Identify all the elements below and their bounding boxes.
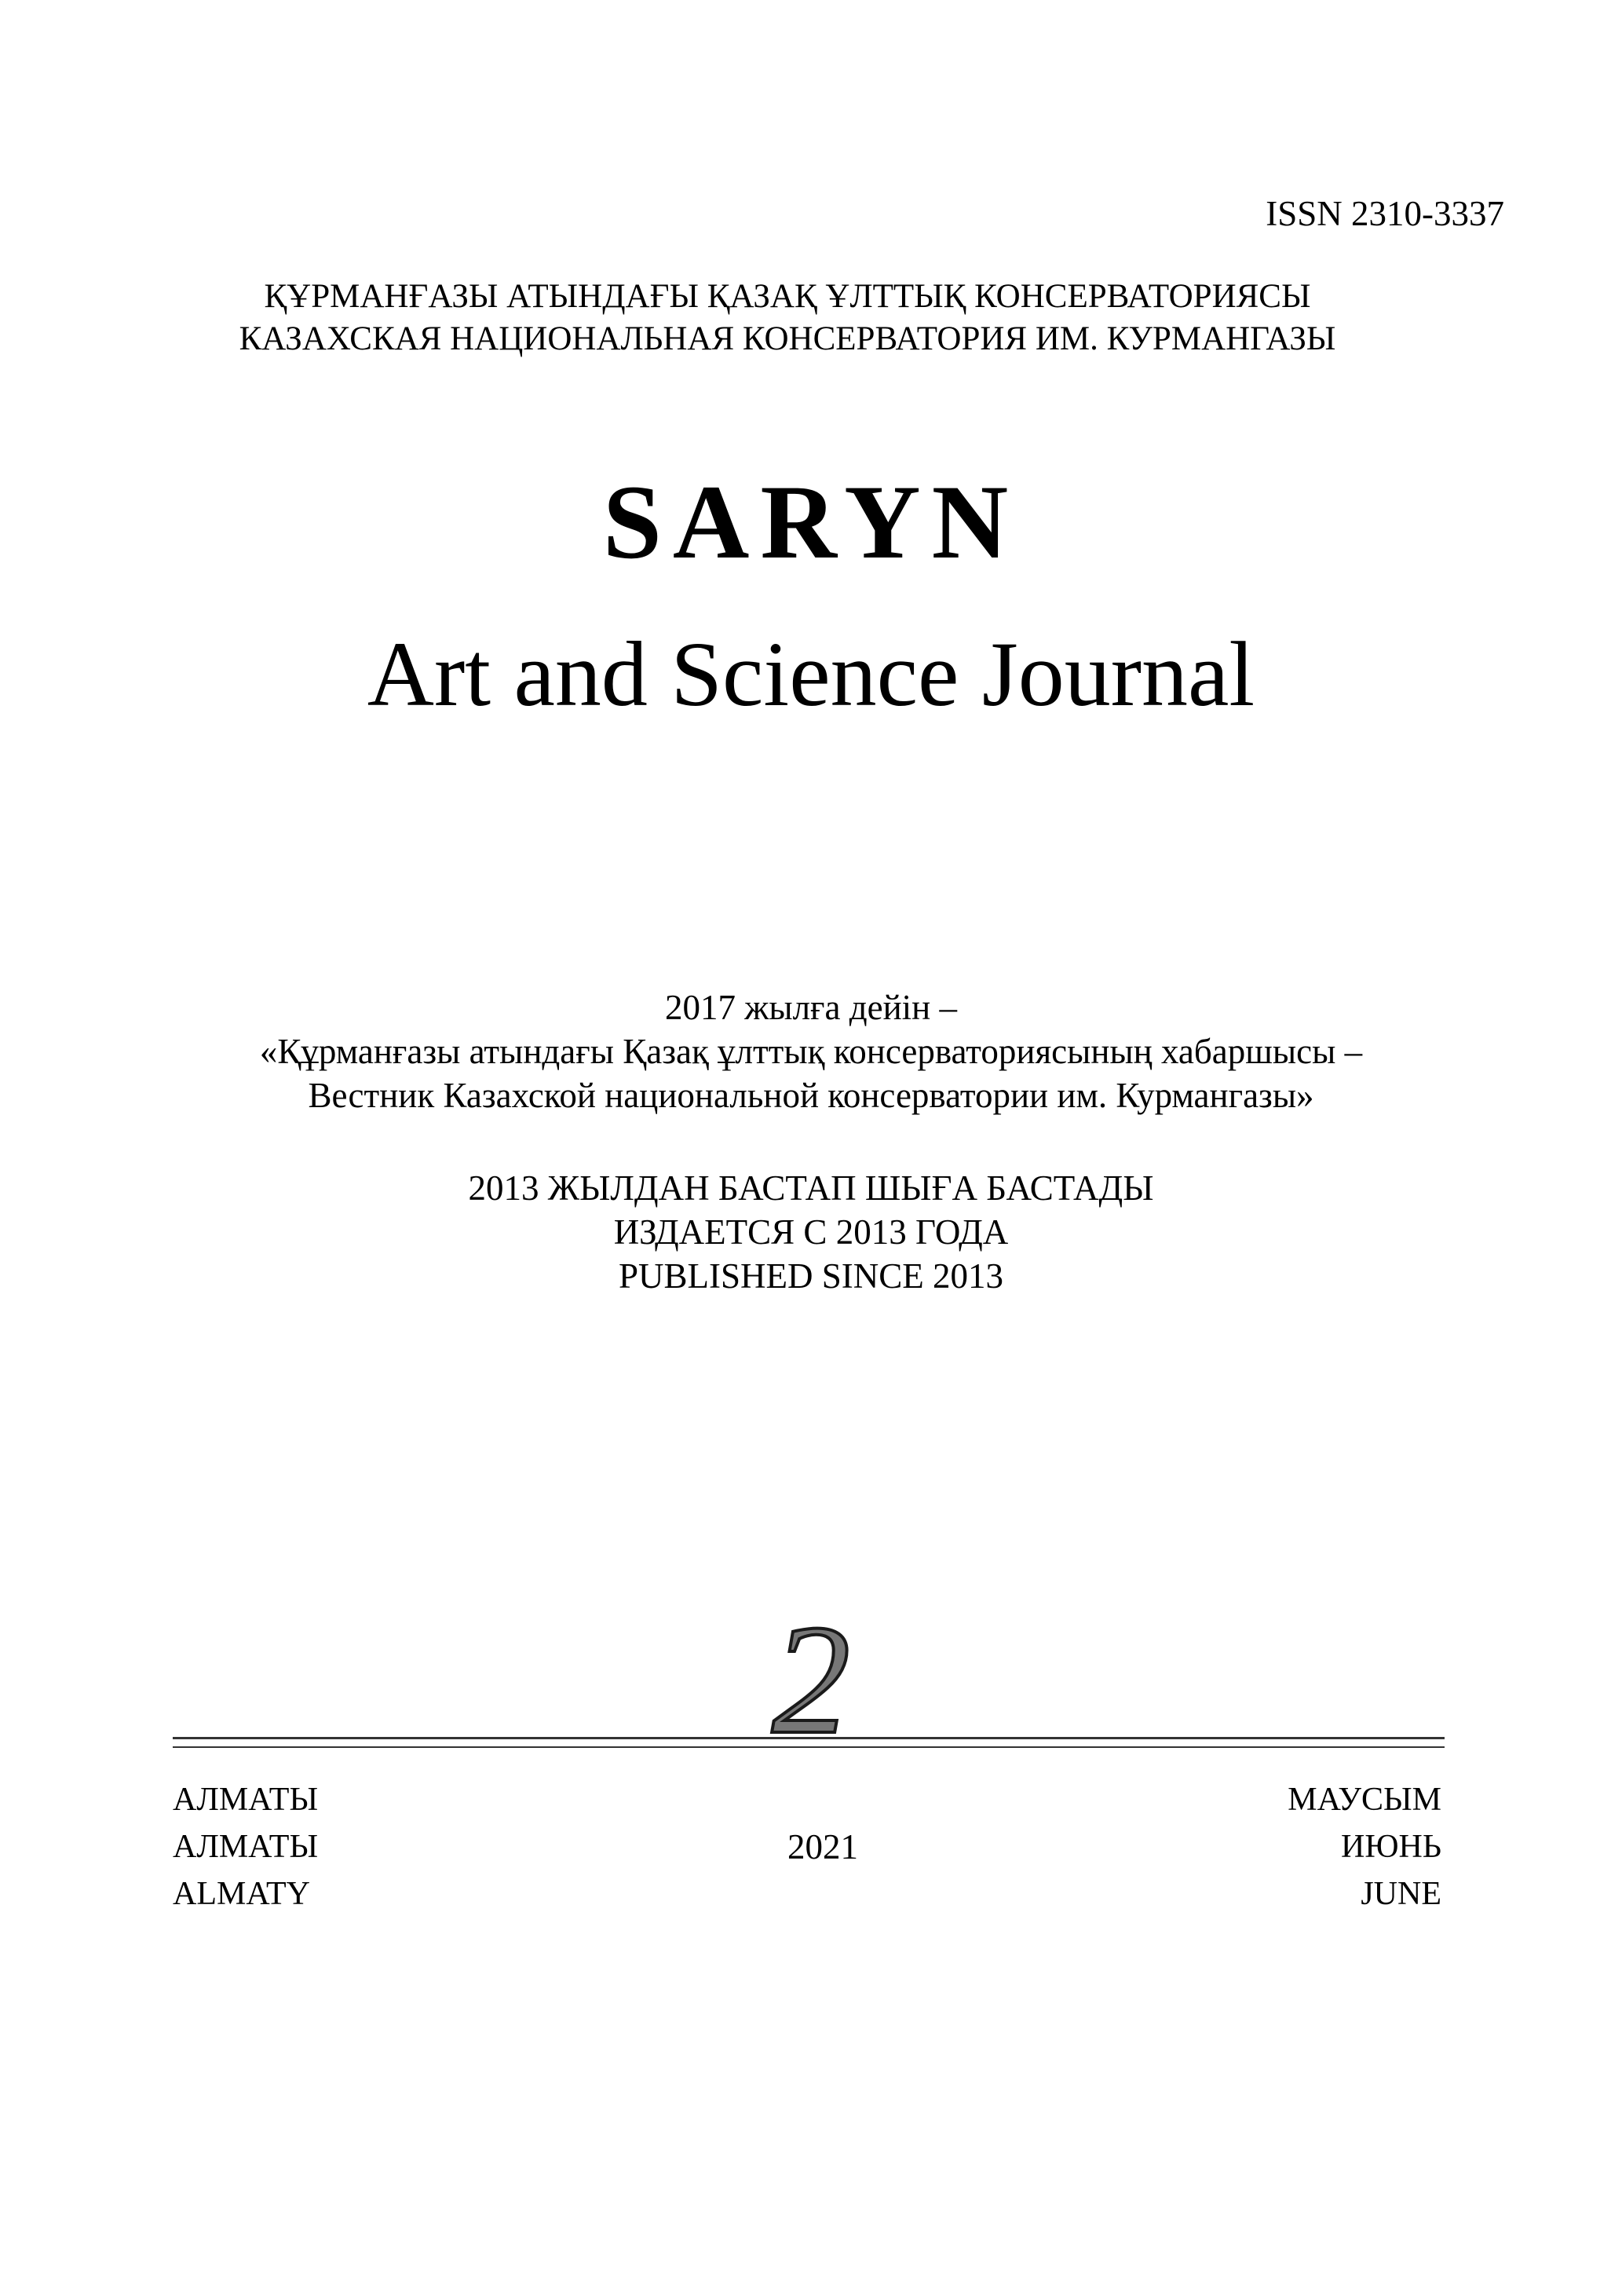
divider-rule-top — [173, 1737, 1445, 1739]
institution-name-kz: ҚҰРМАНҒАЗЫ АТЫНДАҒЫ ҚАЗАҚ ҰЛТТЫҚ КОНСЕРВАТОРИЯСЫ — [264, 278, 1311, 315]
month-block — [1288, 1776, 1441, 1918]
journal-title: SARYN — [602, 464, 1020, 581]
former-name-line-3: Вестник Казахской национальной консерватории им. Курмангазы» — [308, 1076, 1314, 1115]
divider-rule-bottom — [173, 1746, 1445, 1748]
published-since-block — [0, 1166, 1622, 1298]
former-name-line-2: «Құрманғазы атындағы Қазақ ұлттық консерваториясының хабаршысы – — [259, 1032, 1363, 1071]
month-ru: ИЮНЬ — [1341, 1829, 1441, 1865]
issn-label: ISSN 2310-3337 — [1266, 194, 1504, 233]
institution-name-ru: КАЗАХСКАЯ НАЦИОНАЛЬНАЯ КОНСЕРВАТОРИЯ ИМ. КУРМАНГАЗЫ — [239, 320, 1336, 357]
publication-year: 2021 — [787, 1827, 858, 1866]
former-name-line-1: 2017 жылға дейін – — [665, 988, 957, 1027]
issue-number: 2 — [772, 1593, 850, 1767]
former-name-block — [0, 985, 1622, 1117]
journal-subtitle: Art and Science Journal — [367, 623, 1255, 726]
city-ru: АЛМАТЫ — [173, 1829, 319, 1865]
city-kz: АЛМАТЫ — [173, 1782, 319, 1818]
month-en: JUNE — [1361, 1876, 1441, 1912]
month-kz: МАУСЫМ — [1288, 1782, 1441, 1818]
published-since-en: PUBLISHED SINCE 2013 — [618, 1256, 1004, 1296]
published-since-kz: 2013 ЖЫЛДАН БАСТАП ШЫҒА БАСТАДЫ — [468, 1168, 1154, 1208]
city-en: ALMATY — [173, 1876, 310, 1912]
published-since-ru: ИЗДАЕТСЯ С 2013 ГОДА — [613, 1212, 1009, 1252]
